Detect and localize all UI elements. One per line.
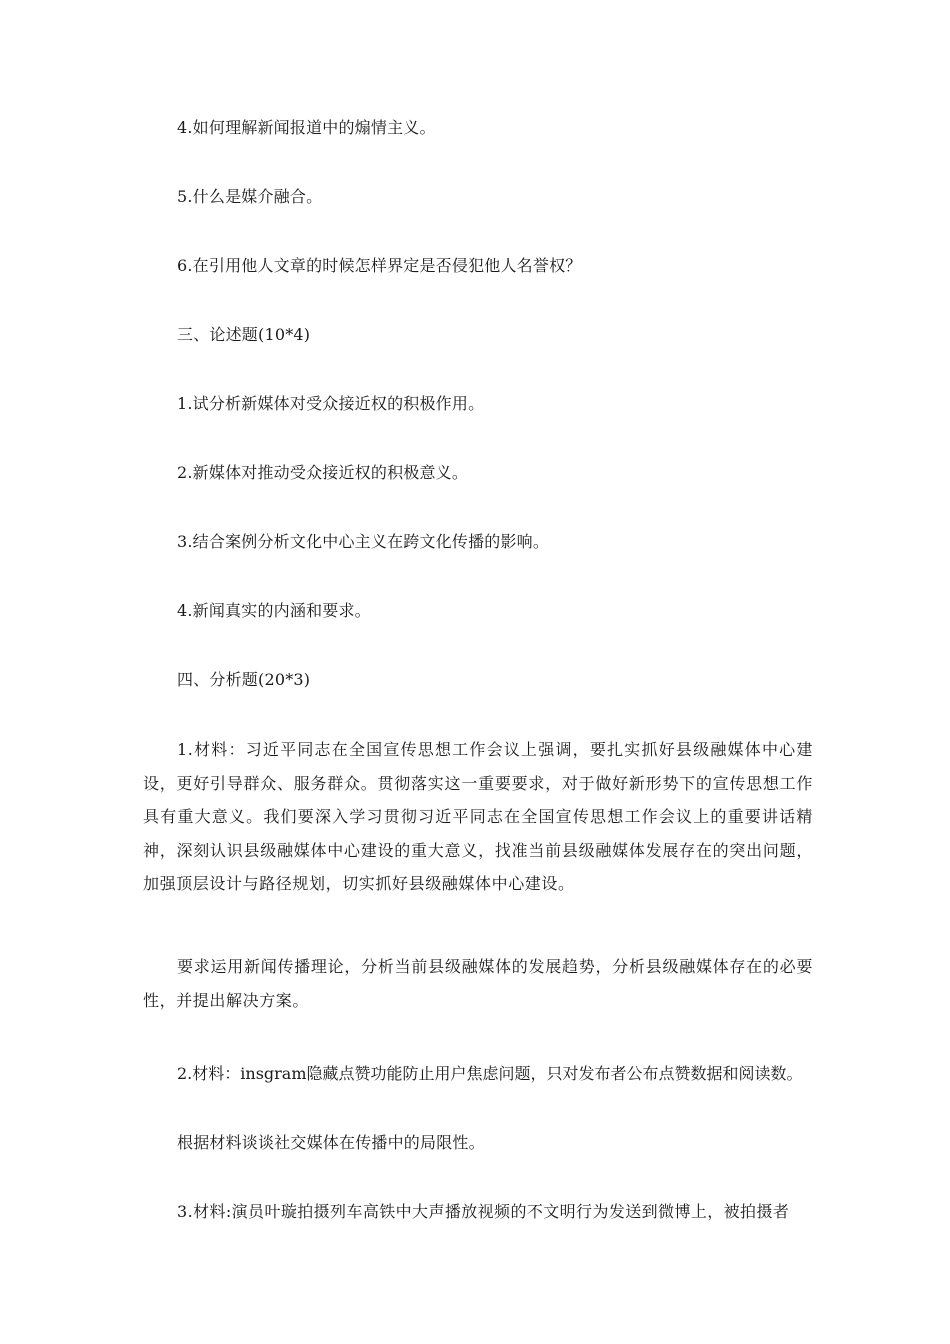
question-4-3-material: 3.材料:演员叶璇拍摄列车高铁中大声播放视频的不文明行为发送到微博上，被拍摄者 bbox=[177, 1202, 790, 1221]
section-4-heading: 四、分析题(20*3) bbox=[177, 670, 311, 689]
question-4-2-material: 2.材料：insgram隐藏点赞功能防止用户焦虑问题，只对发布者公布点赞数据和阅读数。 bbox=[177, 1064, 803, 1083]
section-3-heading: 三、论述题(10*4) bbox=[177, 325, 311, 344]
question-2-5: 5.什么是媒介融合。 bbox=[177, 187, 323, 206]
question-4-1-requirement: 要求运用新闻传播理论，分析当前县级融媒体的发展趋势，分析县级融媒体存在的必要性，并提出解决方案。 bbox=[143, 957, 813, 1010]
question-2-6: 6.在引用他人文章的时候怎样界定是否侵犯他人名誉权？ bbox=[177, 256, 582, 275]
question-4-2-requirement: 根据材料谈谈社交媒体在传播中的局限性。 bbox=[177, 1133, 485, 1152]
question-3-4: 4.新闻真实的内涵和要求。 bbox=[177, 601, 371, 620]
question-2-4: 4.如何理解新闻报道中的煽情主义。 bbox=[177, 118, 436, 137]
question-4-1-material: 1.材料：习近平同志在全国宣传思想工作会议上强调，要扎实抓好县级融媒体中心建设，更好引导群众、服务群众。贯彻落实这一重要要求，对于做好新形势下的宣传思想工作具有重大意义。我们要深入学习贯彻习近平同志在全国宣传思想工作会议上的重要讲话精神，深刻认识县级融媒体中心建设的重大意义，找准当前县级融媒体发展存在的突出问题，加强顶层设计与路径规划，切实抓好县级融媒体中心建设。 bbox=[143, 740, 813, 893]
question-3-3: 3.结合案例分析文化中心主义在跨文化传播的影响。 bbox=[177, 532, 550, 551]
question-3-2: 2.新媒体对推动受众接近权的积极意义。 bbox=[177, 463, 469, 482]
question-3-1: 1.试分析新媒体对受众接近权的积极作用。 bbox=[177, 394, 485, 413]
